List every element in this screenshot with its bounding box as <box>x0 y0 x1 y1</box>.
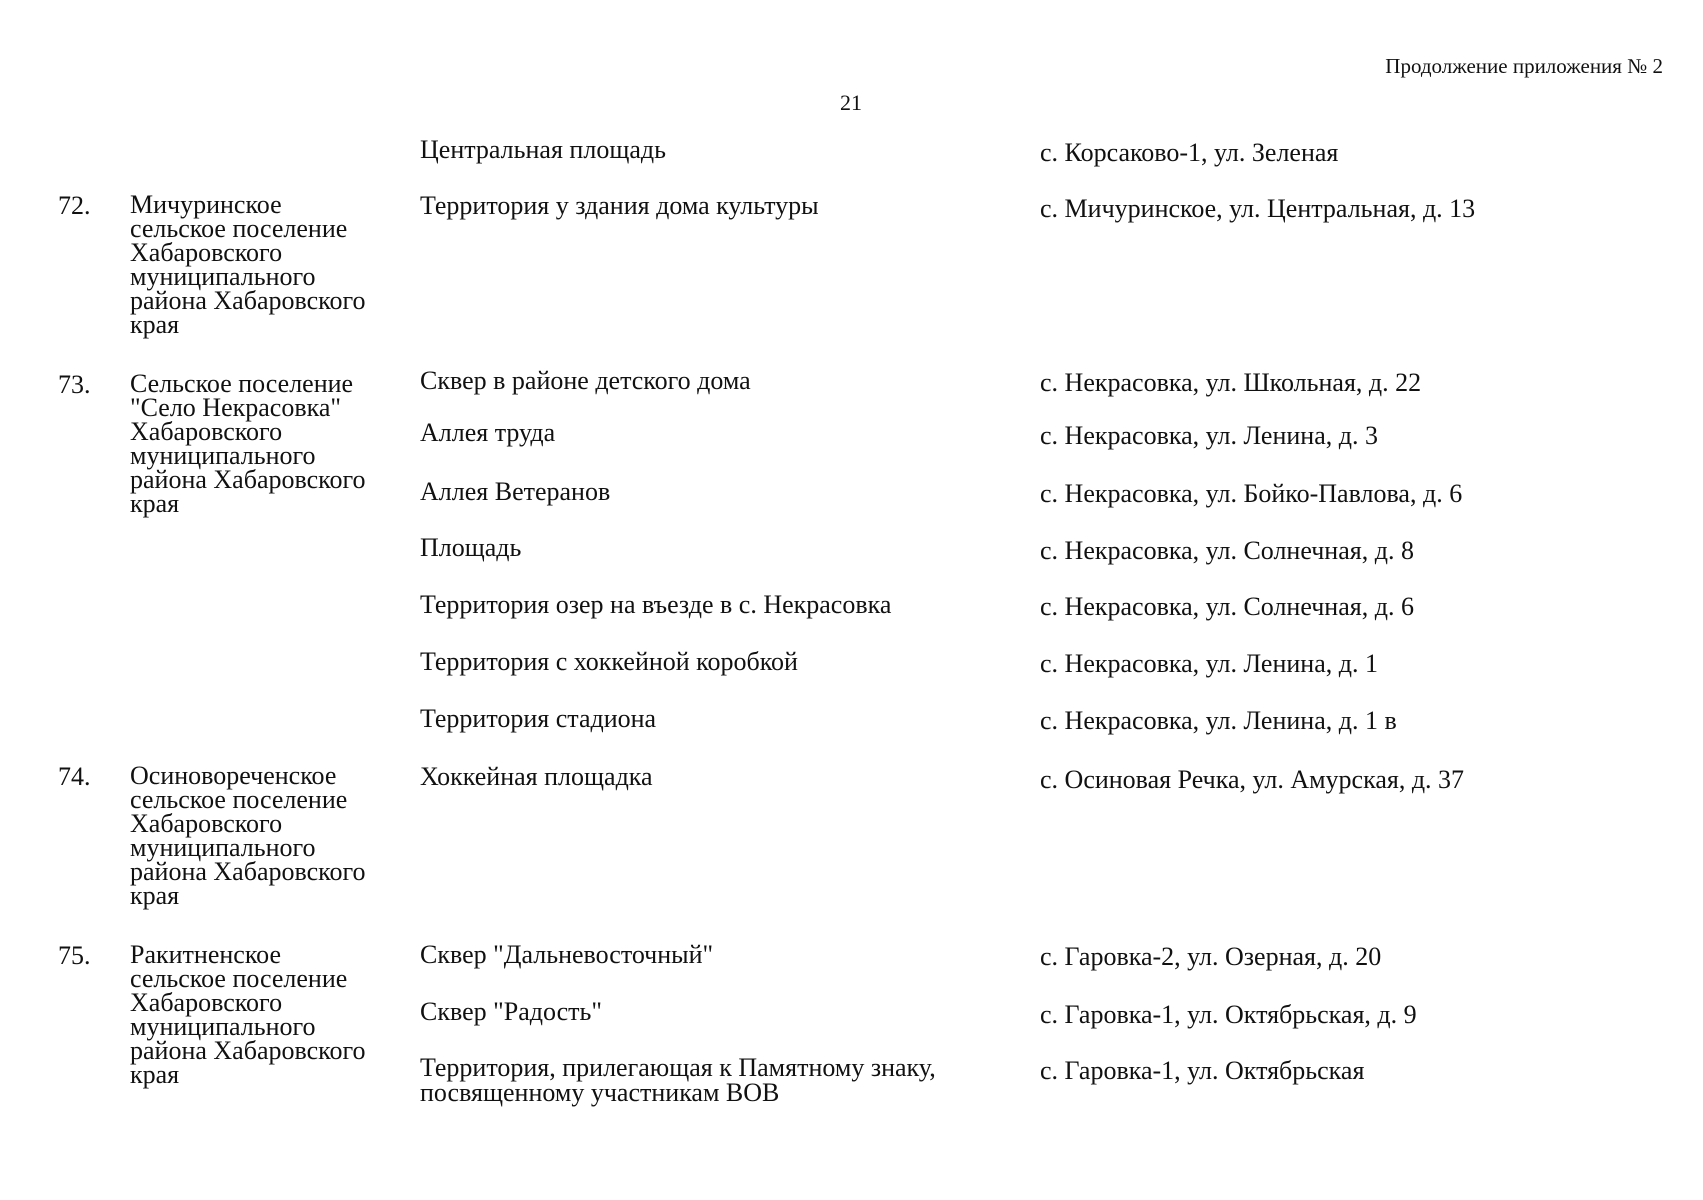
object-address: с. Гаровка-1, ул. Октябрьская, д. 9 <box>1040 1000 1417 1029</box>
page-number: 21 <box>840 90 862 115</box>
row-number: 74. <box>58 762 91 791</box>
object-name: Сквер "Дальневосточный" <box>420 940 714 969</box>
object-address: с. Некрасовка, ул. Ленина, д. 3 <box>1040 421 1378 450</box>
object-name: Территория у здания дома культуры <box>420 191 819 220</box>
object-address: с. Некрасовка, ул. Ленина, д. 1 в <box>1040 706 1397 735</box>
municipality-name: Осиновореченское сельское поселение Хабаровского муниципального района Хабаровского края <box>130 761 366 910</box>
appendix-continuation-header: Продолжение приложения № 2 <box>1385 54 1663 78</box>
object-name: Площадь <box>420 533 522 562</box>
object-name: Хоккейная площадка <box>420 762 653 791</box>
object-name: Центральная площадь <box>420 135 666 164</box>
object-address: с. Некрасовка, ул. Бойко-Павлова, д. 6 <box>1040 479 1463 508</box>
object-address: с. Некрасовка, ул. Солнечная, д. 6 <box>1040 592 1414 621</box>
object-name: Сквер "Радость" <box>420 997 602 1026</box>
object-name: Территория с хоккейной коробкой <box>420 647 798 676</box>
object-name: Территория стадиона <box>420 704 657 733</box>
object-address: с. Мичуринское, ул. Центральная, д. 13 <box>1040 194 1476 223</box>
row-number: 72. <box>58 191 91 220</box>
object-name: Территория, прилегающая к Памятному знаку, посвященному участникам ВОВ <box>420 1053 936 1107</box>
object-name: Аллея Ветеранов <box>420 477 611 506</box>
object-address: с. Некрасовка, ул. Солнечная, д. 8 <box>1040 536 1414 565</box>
object-address: с. Осиновая Речка, ул. Амурская, д. 37 <box>1040 765 1465 794</box>
row-number: 73. <box>58 370 91 399</box>
object-address: с. Корсаково-1, ул. Зеленая <box>1040 138 1339 167</box>
object-address: с. Гаровка-2, ул. Озерная, д. 20 <box>1040 942 1382 971</box>
object-name: Территория озер на въезде в с. Некрасовка <box>420 590 892 619</box>
municipality-name: Мичуринское сельское поселение Хабаровского муниципального района Хабаровского края <box>130 190 366 339</box>
municipality-name: Ракитненское сельское поселение Хабаровского муниципального района Хабаровского края <box>130 940 366 1089</box>
object-name: Аллея труда <box>420 418 556 447</box>
object-address: с. Некрасовка, ул. Школьная, д. 22 <box>1040 368 1422 397</box>
row-number: 75. <box>58 941 91 970</box>
municipality-name: Сельское поселение "Село Некрасовка" Хабаровского муниципального района Хабаровского края <box>130 369 366 518</box>
object-address: с. Гаровка-1, ул. Октябрьская <box>1040 1056 1365 1085</box>
object-name: Сквер в районе детского дома <box>420 366 751 395</box>
object-address: с. Некрасовка, ул. Ленина, д. 1 <box>1040 649 1378 678</box>
